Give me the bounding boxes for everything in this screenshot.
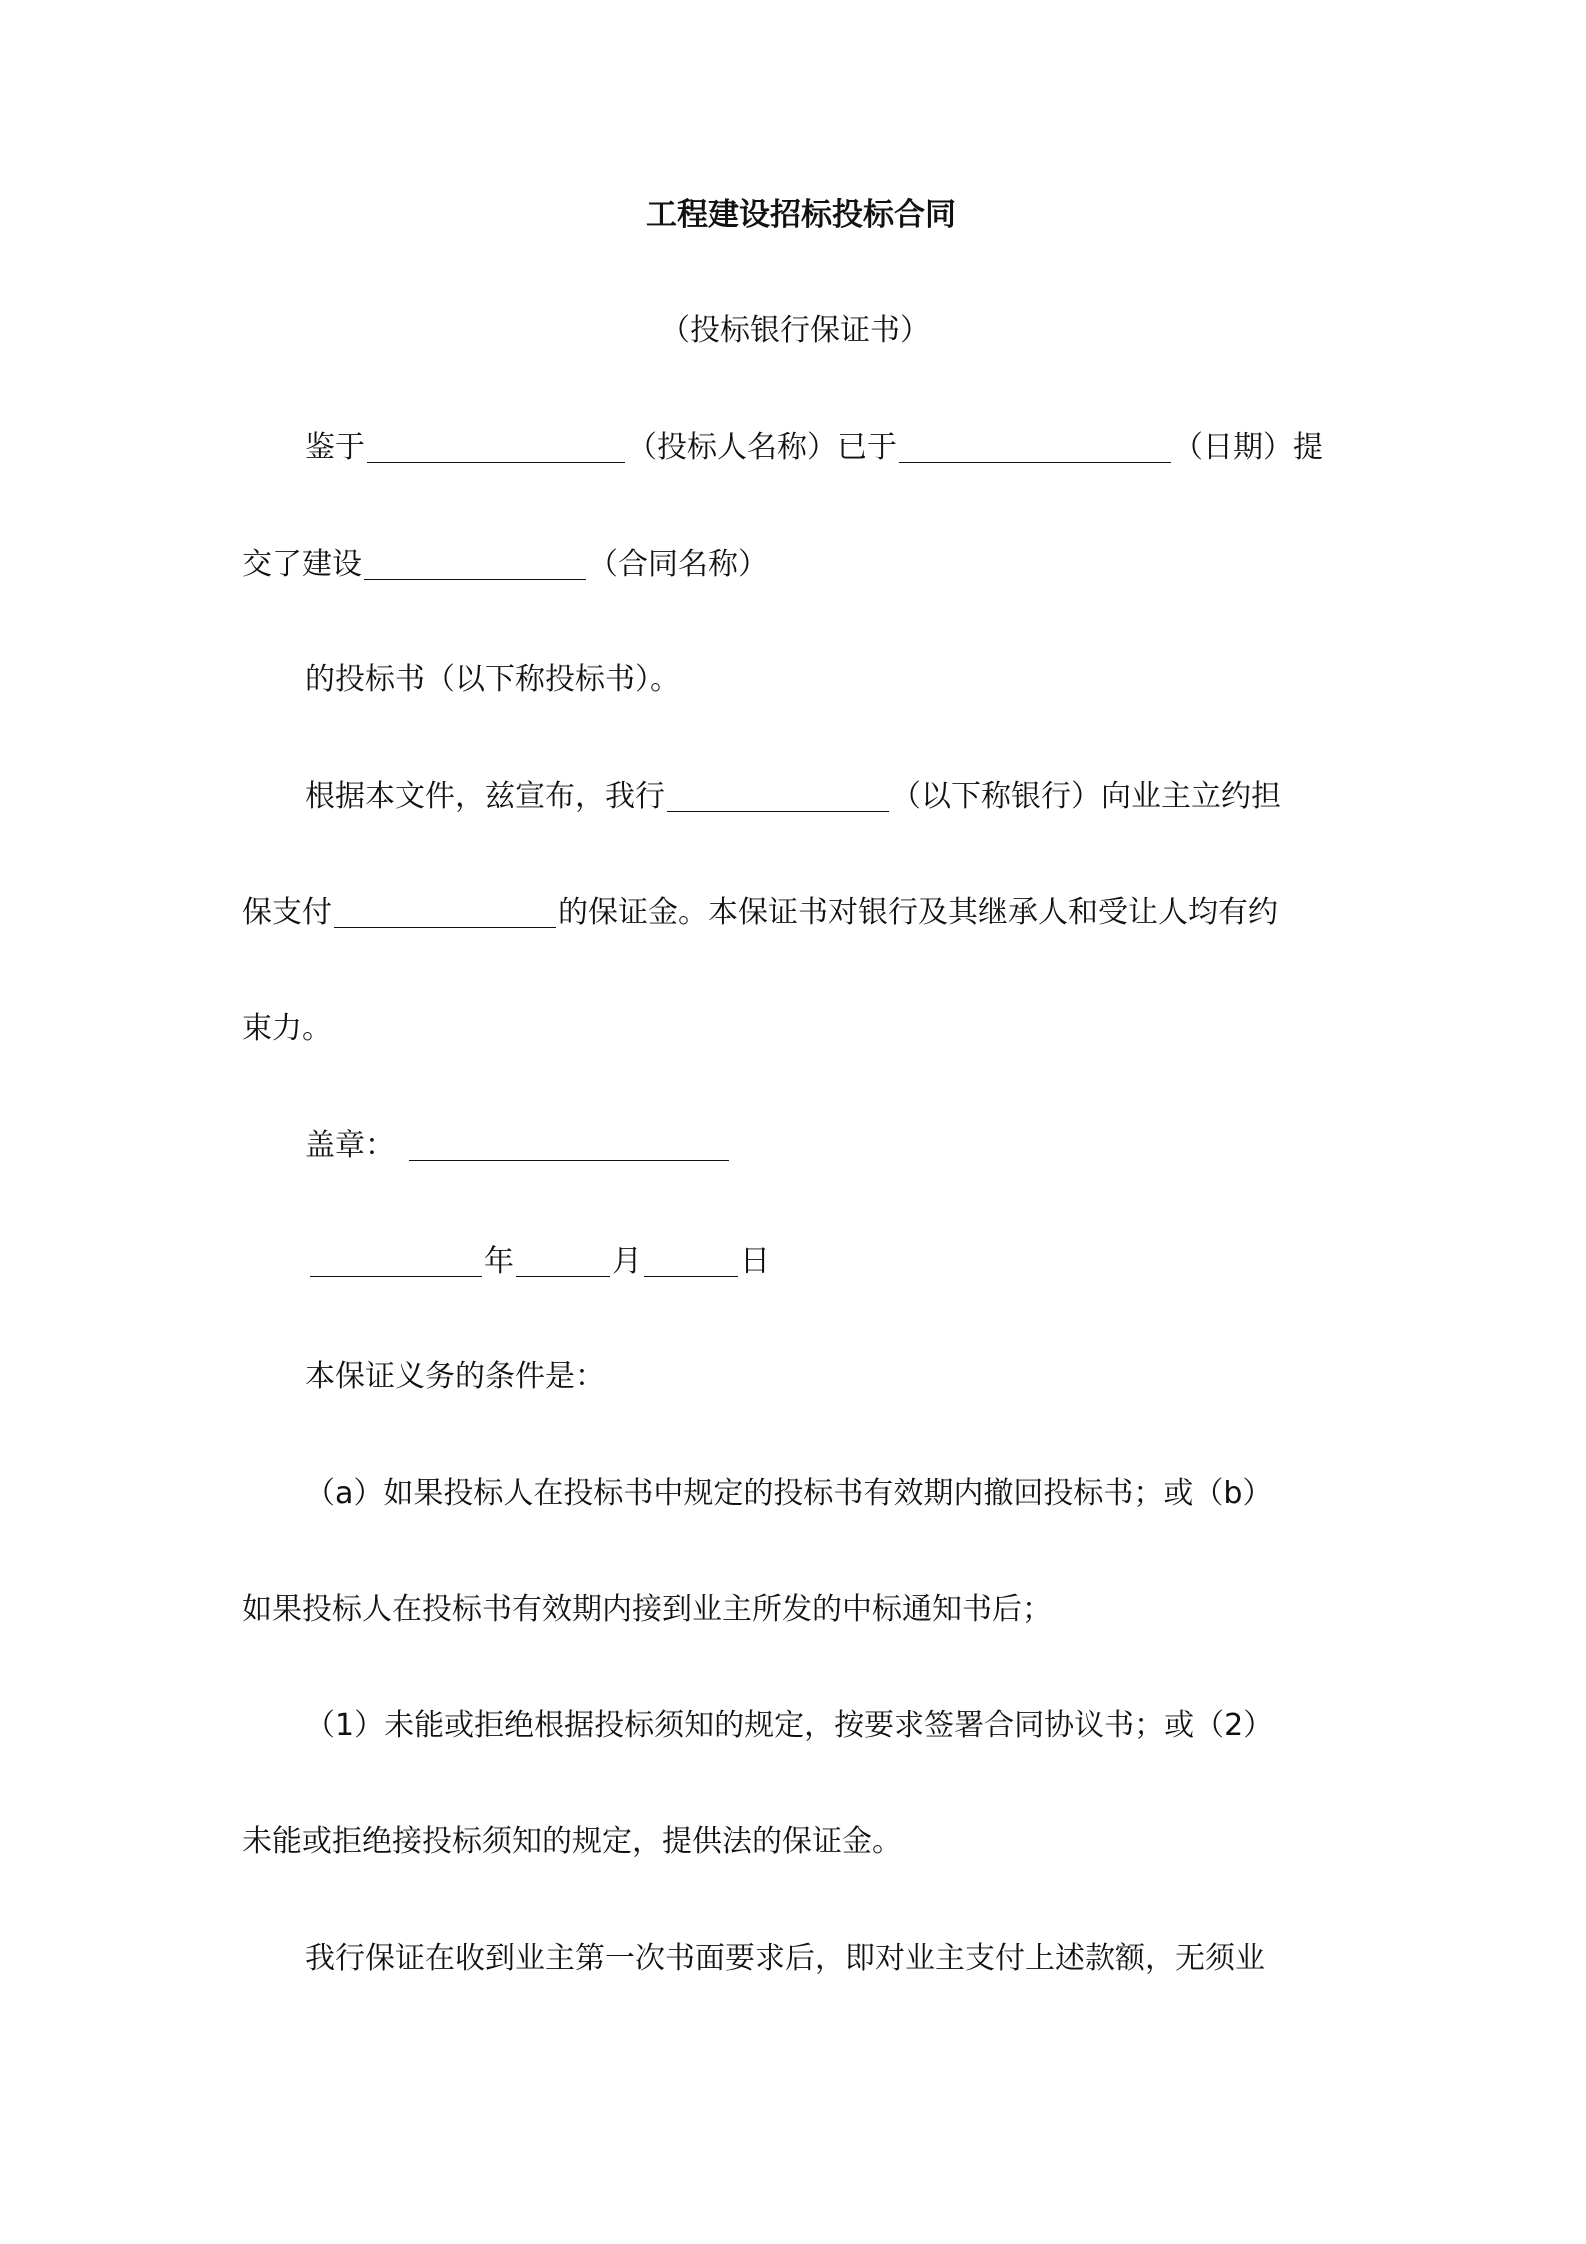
date-line [308,1246,770,1277]
paragraph-line-9 [305,1359,605,1394]
paragraph-line-4 [305,781,1281,812]
text-segment: 保支付 [242,895,332,930]
text-segment: 的投标书（以下称投标书）。 [305,662,680,697]
text-segment: 交了建设 [242,547,362,582]
text-segment: （1）未能或拒绝根据投标须知的规定，按要求签署合同协议书；或（2） [305,1708,1274,1743]
blank-amount[interactable] [334,897,556,928]
day-label: 日 [740,1244,770,1279]
paragraph-line-2 [242,549,768,580]
paragraph-line-13 [242,1824,902,1859]
text-segment: （日期）提 [1173,430,1323,465]
document-subtitle [660,313,930,348]
blank-month[interactable] [516,1246,610,1277]
text-segment: 如果投标人在投标书有效期内接到业主所发的中标通知书后； [242,1592,1052,1627]
paragraph-line-3 [305,662,680,697]
paragraph-line-11 [242,1592,1052,1627]
month-label: 月 [612,1244,642,1279]
text-segment: （以下称银行）向业主立约担 [891,779,1281,814]
text-segment: 根据本文件，兹宣布，我行 [305,779,665,814]
text-segment: （投标人名称）已于 [627,430,897,465]
text-segment: 鉴于 [305,430,365,465]
paragraph-line-1 [305,432,1323,463]
paragraph-line-14 [305,1941,1265,1976]
subtitle-text: （投标银行保证书） [660,313,930,348]
text-segment: 未能或拒绝接投标须知的规定，提供法的保证金。 [242,1824,902,1859]
text-segment: 我行保证在收到业主第一次书面要求后，即对业主支付上述款额，无须业 [305,1941,1265,1976]
text-segment: （a）如果投标人在投标书中规定的投标书有效期内撤回投标书；或（b） [305,1476,1273,1511]
text-segment: 本保证义务的条件是： [305,1359,605,1394]
paragraph-line-12 [305,1708,1274,1743]
text-segment: 的保证金。本保证书对银行及其继承人和受让人均有约 [558,895,1278,930]
seal-label: 盖章： [305,1128,395,1163]
document-title [646,197,956,233]
paragraph-line-5 [242,897,1278,928]
blank-bank-name[interactable] [667,781,889,812]
blank-day[interactable] [644,1246,738,1277]
year-label: 年 [484,1244,514,1279]
blank-bidder-name[interactable] [367,432,625,463]
paragraph-line-6 [242,1011,332,1046]
blank-seal[interactable] [409,1130,729,1161]
paragraph-line-10 [305,1476,1273,1511]
blank-date[interactable] [899,432,1171,463]
blank-year[interactable] [310,1246,482,1277]
seal-line [305,1130,731,1161]
text-segment: （合同名称） [588,547,768,582]
title-text: 工程建设招标投标合同 [646,197,956,233]
text-segment: 束力。 [242,1011,332,1046]
blank-contract-name[interactable] [364,549,586,580]
